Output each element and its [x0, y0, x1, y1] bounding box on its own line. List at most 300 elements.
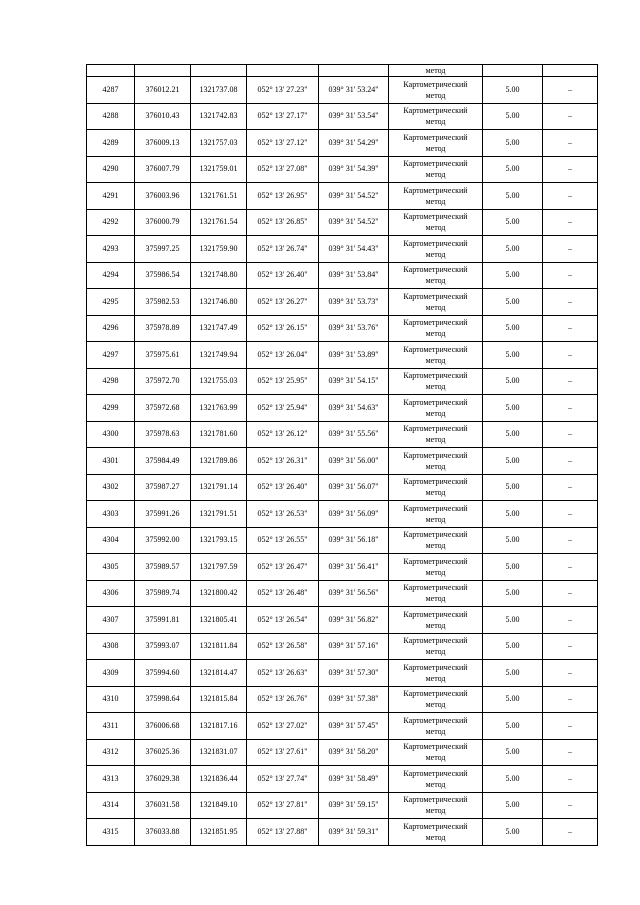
- cell-accuracy: 5.00: [483, 686, 543, 713]
- cell-y: 1321755.03: [191, 368, 247, 395]
- table-row: [87, 686, 598, 713]
- table-row: [87, 395, 598, 422]
- cell-latitude: 052° 13' 27.61": [247, 739, 319, 766]
- table-row: [87, 236, 598, 263]
- table-row: [87, 739, 598, 766]
- cell-latitude: 052° 13' 26.40": [247, 474, 319, 501]
- method-line-2: метод: [425, 408, 446, 418]
- method-line-1: Картометрический: [403, 742, 468, 752]
- method-line-2: метод: [425, 806, 446, 816]
- cell-description: –: [543, 501, 598, 528]
- cell-y: 1321836.44: [191, 766, 247, 793]
- cell-method: [389, 156, 483, 183]
- cell-description: –: [543, 130, 598, 157]
- cell-point-number: 4310: [87, 686, 135, 713]
- cell-x: 375978.63: [135, 421, 191, 448]
- cell-x: 376029.38: [135, 766, 191, 793]
- cell-latitude: 052° 13' 26.31": [247, 448, 319, 475]
- cell-method: [389, 501, 483, 528]
- cell-longitude: 039° 31' 56.56": [319, 580, 389, 607]
- table-row: [87, 580, 598, 607]
- cell-method: [389, 262, 483, 289]
- cell-latitude: 052° 13' 27.23": [247, 77, 319, 104]
- cell-longitude: 039° 31' 54.43": [319, 236, 389, 263]
- cell-method: [389, 819, 483, 846]
- cell-y: 1321817.16: [191, 713, 247, 740]
- cell-latitude: 052° 13' 26.55": [247, 527, 319, 554]
- cell-method: [389, 580, 483, 607]
- cell-longitude: 039° 31' 58.20": [319, 739, 389, 766]
- table-row: [87, 183, 598, 210]
- cell-method: [389, 554, 483, 581]
- method-line-1: Картометрический: [403, 609, 468, 619]
- cell-description: –: [543, 448, 598, 475]
- cell-latitude: 052° 13' 27.88": [247, 819, 319, 846]
- cell-method: [389, 739, 483, 766]
- cell-method: [389, 315, 483, 342]
- cell-accuracy: 5.00: [483, 554, 543, 581]
- cell-y: 1321797.59: [191, 554, 247, 581]
- cell-description: –: [543, 554, 598, 581]
- cell-point-number: 4293: [87, 236, 135, 263]
- cell-method: [389, 342, 483, 369]
- method-line-2: метод: [425, 196, 446, 206]
- method-line-2: метод: [425, 488, 446, 498]
- table-row: [87, 209, 598, 236]
- cell-description: –: [543, 819, 598, 846]
- cell-method: [389, 527, 483, 554]
- cell-x: 376000.79: [135, 209, 191, 236]
- cell-latitude: 052° 13' 26.74": [247, 236, 319, 263]
- cell-accuracy: 5.00: [483, 527, 543, 554]
- cell-latitude: 052° 13' 26.27": [247, 289, 319, 316]
- cell-longitude: [319, 65, 389, 77]
- method-line-2: метод: [425, 435, 446, 445]
- cell-description: –: [543, 660, 598, 687]
- cell-description: –: [543, 236, 598, 263]
- table-row: [87, 421, 598, 448]
- cell-y: [191, 65, 247, 77]
- cell-method: [389, 183, 483, 210]
- cell-x: 376025.36: [135, 739, 191, 766]
- cell-point-number: 4308: [87, 633, 135, 660]
- method-line-1: Картометрический: [403, 662, 468, 672]
- method-line-1: Картометрический: [403, 450, 468, 460]
- method-line-2: метод: [425, 541, 446, 551]
- cell-point-number: 4313: [87, 766, 135, 793]
- cell-y: 1321749.94: [191, 342, 247, 369]
- cell-point-number: 4300: [87, 421, 135, 448]
- cell-y: 1321805.41: [191, 607, 247, 634]
- cell-x: 375978.89: [135, 315, 191, 342]
- cell-y: 1321757.03: [191, 130, 247, 157]
- cell-longitude: 039° 31' 59.15": [319, 792, 389, 819]
- method-line-2: метод: [425, 90, 446, 100]
- table-row: [87, 607, 598, 634]
- cell-x: 375986.54: [135, 262, 191, 289]
- cell-description: –: [543, 289, 598, 316]
- cell-method: [389, 766, 483, 793]
- cell-description: –: [543, 527, 598, 554]
- method-line-1: Картометрический: [403, 715, 468, 725]
- continuation-row: [87, 65, 598, 77]
- method-line-2: метод: [425, 117, 446, 127]
- cell-latitude: 052° 13' 26.40": [247, 262, 319, 289]
- cell-x: 376003.96: [135, 183, 191, 210]
- cell-accuracy: 5.00: [483, 289, 543, 316]
- cell-x: 375975.61: [135, 342, 191, 369]
- cell-longitude: 039° 31' 56.18": [319, 527, 389, 554]
- cell-method: [389, 448, 483, 475]
- cell-method: [389, 289, 483, 316]
- cell-longitude: 039° 31' 57.30": [319, 660, 389, 687]
- table-row: [87, 262, 598, 289]
- method-line-2: метод: [425, 647, 446, 657]
- cell-longitude: 039° 31' 54.52": [319, 183, 389, 210]
- cell-longitude: 039° 31' 56.07": [319, 474, 389, 501]
- method-line-1: Картометрический: [403, 212, 468, 222]
- cell-y: 1321791.51: [191, 501, 247, 528]
- cell-x: 376033.88: [135, 819, 191, 846]
- method-line-1: Картометрический: [403, 768, 468, 778]
- cell-longitude: 039° 31' 55.56": [319, 421, 389, 448]
- table-row: [87, 342, 598, 369]
- method-line-1: Картометрический: [403, 530, 468, 540]
- cell-y: 1321815.84: [191, 686, 247, 713]
- cell-latitude: 052° 13' 26.58": [247, 633, 319, 660]
- method-line-1: Картометрический: [403, 185, 468, 195]
- cell-accuracy: 5.00: [483, 209, 543, 236]
- cell-method: [389, 130, 483, 157]
- cell-x: 375991.26: [135, 501, 191, 528]
- cell-accuracy: 5.00: [483, 474, 543, 501]
- cell-x: 375993.07: [135, 633, 191, 660]
- cell-latitude: [247, 65, 319, 77]
- cell-accuracy: 5.00: [483, 421, 543, 448]
- cell-accuracy: 5.00: [483, 395, 543, 422]
- cell-description: –: [543, 368, 598, 395]
- cell-accuracy: 5.00: [483, 77, 543, 104]
- cell-point-number: 4304: [87, 527, 135, 554]
- cell-method: [389, 607, 483, 634]
- cell-point-number: 4292: [87, 209, 135, 236]
- cell-y: 1321737.08: [191, 77, 247, 104]
- cell-x: 375994.60: [135, 660, 191, 687]
- method-line-1: Картометрический: [403, 79, 468, 89]
- cell-latitude: 052° 13' 26.63": [247, 660, 319, 687]
- cell-y: 1321814.47: [191, 660, 247, 687]
- table-row: [87, 289, 598, 316]
- table-row: [87, 527, 598, 554]
- cell-longitude: 039° 31' 53.24": [319, 77, 389, 104]
- cell-description: –: [543, 421, 598, 448]
- cell-accuracy: 5.00: [483, 792, 543, 819]
- cell-y: 1321781.60: [191, 421, 247, 448]
- method-line-1: Картометрический: [403, 159, 468, 169]
- cell-y: 1321831.07: [191, 739, 247, 766]
- cell-longitude: 039° 31' 54.63": [319, 395, 389, 422]
- cell-longitude: 039° 31' 54.29": [319, 130, 389, 157]
- cell-x: 375989.57: [135, 554, 191, 581]
- table-row: [87, 713, 598, 740]
- method-line-1: Картометрический: [403, 344, 468, 354]
- method-line-2: метод: [425, 832, 446, 842]
- method-line-1: Картометрический: [403, 397, 468, 407]
- cell-point-number: 4290: [87, 156, 135, 183]
- method-line-2: метод: [425, 753, 446, 763]
- cell-description: –: [543, 607, 598, 634]
- cell-description: –: [543, 739, 598, 766]
- cell-accuracy: 5.00: [483, 713, 543, 740]
- cell-latitude: 052° 13' 27.08": [247, 156, 319, 183]
- cell-longitude: 039° 31' 53.73": [319, 289, 389, 316]
- cell-point-number: 4299: [87, 395, 135, 422]
- cell-longitude: 039° 31' 58.49": [319, 766, 389, 793]
- method-line-1: Картометрический: [403, 503, 468, 513]
- cell-method: [389, 368, 483, 395]
- cell-point-number: 4309: [87, 660, 135, 687]
- cell-point-number: 4307: [87, 607, 135, 634]
- cell-method: [389, 77, 483, 104]
- method-line-1: Картометрический: [403, 132, 468, 142]
- cell-method: [389, 395, 483, 422]
- cell-point-number: [87, 65, 135, 77]
- cell-accuracy: [483, 65, 543, 77]
- cell-description: –: [543, 395, 598, 422]
- cell-y: 1321746.80: [191, 289, 247, 316]
- cell-x: 376010.43: [135, 103, 191, 130]
- cell-longitude: 039° 31' 59.31": [319, 819, 389, 846]
- cell-point-number: 4306: [87, 580, 135, 607]
- cell-longitude: 039° 31' 53.54": [319, 103, 389, 130]
- cell-point-number: 4303: [87, 501, 135, 528]
- table-row: [87, 554, 598, 581]
- table-row: [87, 103, 598, 130]
- cell-description: –: [543, 633, 598, 660]
- cell-accuracy: 5.00: [483, 183, 543, 210]
- cell-accuracy: 5.00: [483, 368, 543, 395]
- cell-x: 375972.70: [135, 368, 191, 395]
- method-line-2: метод: [425, 461, 446, 471]
- cell-accuracy: 5.00: [483, 262, 543, 289]
- method-line-2: метод: [425, 223, 446, 233]
- method-line-1: Картометрический: [403, 583, 468, 593]
- cell-description: –: [543, 474, 598, 501]
- cell-x: 375987.27: [135, 474, 191, 501]
- cell-latitude: 052° 13' 26.54": [247, 607, 319, 634]
- cell-accuracy: 5.00: [483, 607, 543, 634]
- cell-latitude: 052° 13' 27.81": [247, 792, 319, 819]
- cell-longitude: 039° 31' 53.76": [319, 315, 389, 342]
- cell-longitude: 039° 31' 54.39": [319, 156, 389, 183]
- cell-x: 375982.53: [135, 289, 191, 316]
- method-line-2: метод: [425, 594, 446, 604]
- cell-point-number: 4287: [87, 77, 135, 104]
- cell-method: [389, 633, 483, 660]
- cell-y: 1321789.86: [191, 448, 247, 475]
- cell-x: 375992.00: [135, 527, 191, 554]
- cell-description: –: [543, 342, 598, 369]
- method-line-1: Картометрический: [403, 795, 468, 805]
- cell-description: –: [543, 766, 598, 793]
- cell-accuracy: 5.00: [483, 766, 543, 793]
- cell-point-number: 4295: [87, 289, 135, 316]
- table-row: [87, 130, 598, 157]
- cell-description: [543, 65, 598, 77]
- cell-x: 375998.64: [135, 686, 191, 713]
- cell-x: 375991.81: [135, 607, 191, 634]
- cell-y: 1321761.54: [191, 209, 247, 236]
- method-line-2: метод: [425, 700, 446, 710]
- method-line-1: Картометрический: [403, 689, 468, 699]
- cell-x: [135, 65, 191, 77]
- table-row: [87, 766, 598, 793]
- cell-accuracy: 5.00: [483, 501, 543, 528]
- cell-accuracy: 5.00: [483, 342, 543, 369]
- cell-point-number: 4305: [87, 554, 135, 581]
- cell-accuracy: 5.00: [483, 315, 543, 342]
- cell-description: –: [543, 103, 598, 130]
- method-line-1: Картометрический: [403, 238, 468, 248]
- cell-description: –: [543, 77, 598, 104]
- cell-x: 375984.49: [135, 448, 191, 475]
- cell-method: [389, 103, 483, 130]
- cell-y: 1321763.99: [191, 395, 247, 422]
- cell-longitude: 039° 31' 56.09": [319, 501, 389, 528]
- cell-accuracy: 5.00: [483, 633, 543, 660]
- cell-x: 375989.74: [135, 580, 191, 607]
- cell-longitude: 039° 31' 57.38": [319, 686, 389, 713]
- cell-description: –: [543, 183, 598, 210]
- cell-point-number: 4294: [87, 262, 135, 289]
- cell-x: 376006.68: [135, 713, 191, 740]
- cell-accuracy: 5.00: [483, 448, 543, 475]
- cell-x: 376012.21: [135, 77, 191, 104]
- table-row: [87, 77, 598, 104]
- cell-method: [389, 686, 483, 713]
- table-row: [87, 156, 598, 183]
- method-line-2: метод: [425, 355, 446, 365]
- method-line-2: метод: [425, 726, 446, 736]
- cell-description: –: [543, 713, 598, 740]
- method-line-2: метод: [425, 779, 446, 789]
- cell-accuracy: 5.00: [483, 580, 543, 607]
- cell-y: 1321849.10: [191, 792, 247, 819]
- cell-latitude: 052° 13' 27.74": [247, 766, 319, 793]
- method-line-2: метод: [425, 143, 446, 153]
- method-line-1: Картометрический: [403, 371, 468, 381]
- cell-y: 1321759.01: [191, 156, 247, 183]
- table-row: [87, 660, 598, 687]
- cell-point-number: 4315: [87, 819, 135, 846]
- cell-longitude: 039° 31' 57.16": [319, 633, 389, 660]
- cell-description: –: [543, 209, 598, 236]
- cell-description: –: [543, 686, 598, 713]
- cell-accuracy: 5.00: [483, 236, 543, 263]
- cell-accuracy: 5.00: [483, 156, 543, 183]
- cell-latitude: 052° 13' 27.12": [247, 130, 319, 157]
- cell-longitude: 039° 31' 53.89": [319, 342, 389, 369]
- cell-latitude: 052° 13' 26.53": [247, 501, 319, 528]
- cell-x: 375972.68: [135, 395, 191, 422]
- method-line-1: Картометрический: [403, 636, 468, 646]
- cell-point-number: 4302: [87, 474, 135, 501]
- table-row: [87, 501, 598, 528]
- method-line-1: Картометрический: [403, 821, 468, 831]
- cell-x: 376031.58: [135, 792, 191, 819]
- cell-y: 1321800.42: [191, 580, 247, 607]
- cell-description: –: [543, 156, 598, 183]
- table-row: [87, 315, 598, 342]
- cell-method: [389, 474, 483, 501]
- cell-latitude: 052° 13' 26.15": [247, 315, 319, 342]
- cell-longitude: 039° 31' 53.84": [319, 262, 389, 289]
- cell-point-number: 4296: [87, 315, 135, 342]
- cell-point-number: 4301: [87, 448, 135, 475]
- cell-point-number: 4297: [87, 342, 135, 369]
- cell-method: [389, 236, 483, 263]
- table-row: [87, 474, 598, 501]
- table-body: [87, 65, 598, 846]
- cell-latitude: 052° 13' 26.76": [247, 686, 319, 713]
- method-line-1: Картометрический: [403, 291, 468, 301]
- cell-latitude: 052° 13' 26.95": [247, 183, 319, 210]
- method-line-1: Картометрический: [403, 265, 468, 275]
- cell-point-number: 4311: [87, 713, 135, 740]
- method-line-2: метод: [425, 249, 446, 259]
- cell-point-number: 4291: [87, 183, 135, 210]
- cell-longitude: 039° 31' 56.41": [319, 554, 389, 581]
- cell-x: 376007.79: [135, 156, 191, 183]
- cell-latitude: 052° 13' 26.47": [247, 554, 319, 581]
- cell-latitude: 052° 13' 26.48": [247, 580, 319, 607]
- cell-method: [389, 209, 483, 236]
- cell-latitude: 052° 13' 25.94": [247, 395, 319, 422]
- cell-description: –: [543, 315, 598, 342]
- table-row: [87, 633, 598, 660]
- cell-point-number: 4289: [87, 130, 135, 157]
- cell-latitude: 052° 13' 26.04": [247, 342, 319, 369]
- cell-x: 376009.13: [135, 130, 191, 157]
- method-line-2: метод: [425, 276, 446, 286]
- cell-y: 1321851.95: [191, 819, 247, 846]
- cell-latitude: 052° 13' 27.17": [247, 103, 319, 130]
- cell-longitude: 039° 31' 54.15": [319, 368, 389, 395]
- cell-point-number: 4288: [87, 103, 135, 130]
- cell-y: 1321761.51: [191, 183, 247, 210]
- table-row: [87, 819, 598, 846]
- coordinates-table: [86, 64, 598, 846]
- method-line-2: метод: [425, 673, 446, 683]
- method-line-2: метод: [425, 329, 446, 339]
- method-line-2: метод: [425, 567, 446, 577]
- cell-method: [389, 792, 483, 819]
- cell-point-number: 4298: [87, 368, 135, 395]
- method-line-1: Картометрический: [403, 556, 468, 566]
- cell-accuracy: 5.00: [483, 660, 543, 687]
- cell-description: –: [543, 262, 598, 289]
- method-line-2: метод: [425, 382, 446, 392]
- cell-description: –: [543, 580, 598, 607]
- cell-method: [389, 660, 483, 687]
- method-line-2: метод: [425, 170, 446, 180]
- method-line-1: Картометрический: [403, 318, 468, 328]
- method-line-2: метод: [425, 620, 446, 630]
- cell-y: 1321793.15: [191, 527, 247, 554]
- table-row: [87, 448, 598, 475]
- cell-latitude: 052° 13' 26.85": [247, 209, 319, 236]
- cell-accuracy: 5.00: [483, 819, 543, 846]
